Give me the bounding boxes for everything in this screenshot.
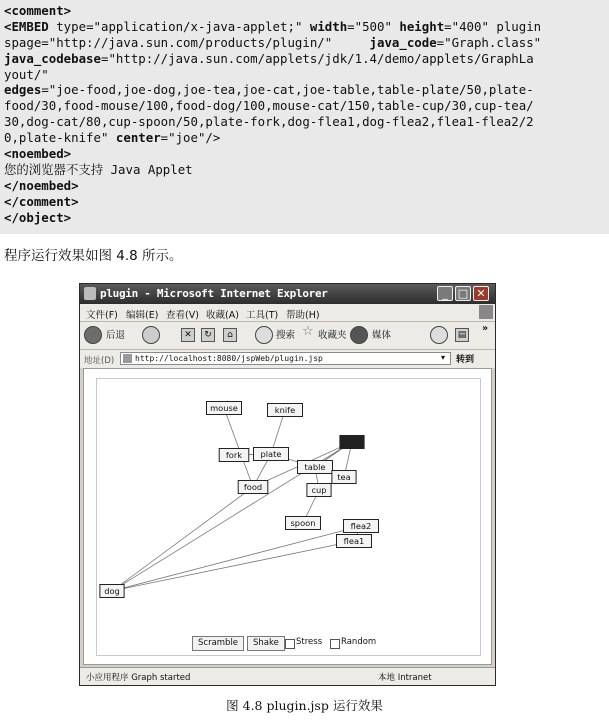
back-button[interactable]: 后退 xyxy=(106,330,126,341)
page-content xyxy=(83,368,492,665)
close-button[interactable]: ✕ xyxy=(473,286,489,301)
code-segment: <EMBED xyxy=(4,18,49,34)
graph-node-label: table xyxy=(304,462,326,472)
graph-edge xyxy=(112,526,361,591)
code-segment: type="application/x-java-applet;" xyxy=(48,18,310,34)
graph-node-knife[interactable] xyxy=(268,404,303,417)
graph-node-label: joe xyxy=(345,437,359,447)
code-line xyxy=(4,67,605,83)
graph-node-dog[interactable] xyxy=(100,585,124,598)
stress-checkbox[interactable] xyxy=(285,639,295,649)
chevron-down-icon[interactable]: ▾ xyxy=(441,353,446,362)
graph-node-label: spoon xyxy=(290,518,316,528)
graph-node-label: knife xyxy=(274,405,296,415)
graph-node-label: tea xyxy=(337,472,351,482)
graph-edge xyxy=(112,487,253,591)
code-segment: ="http://java.sun.com/applets/jdk/1.4/demo/applets/GraphLa xyxy=(100,50,534,66)
code-line xyxy=(4,3,605,19)
code-segment: java_codebase xyxy=(4,50,101,66)
menu-help[interactable]: 帮助(H) xyxy=(286,310,320,321)
go-button[interactable]: 转到 xyxy=(456,355,475,365)
figure-caption: 图 4.8 plugin.jsp 运行效果 xyxy=(226,698,383,713)
back-arrow-icon[interactable] xyxy=(84,326,102,344)
print-icon[interactable]: ▤ xyxy=(455,328,469,342)
random-label: Random xyxy=(341,637,377,647)
status-bar xyxy=(80,667,495,685)
title-bar xyxy=(80,284,495,304)
graph-node-food[interactable] xyxy=(238,481,268,494)
mail-icon[interactable] xyxy=(430,326,448,344)
code-segment: </noembed> xyxy=(4,177,79,193)
graph-node-joe[interactable] xyxy=(340,436,364,449)
graph-node-label: mouse xyxy=(210,403,238,413)
graph-node-label: dog xyxy=(104,586,120,596)
menu-tools[interactable]: 工具(T) xyxy=(246,310,279,321)
random-checkbox[interactable] xyxy=(330,639,340,649)
code-segment: </object> xyxy=(4,209,72,225)
maximize-button[interactable]: □ xyxy=(455,286,471,301)
graph-node-flea1[interactable] xyxy=(337,535,372,548)
shake-button[interactable]: Shake xyxy=(247,636,285,651)
code-segment: ="joe-food,joe-dog,joe-tea,joe-cat,joe-table,table-plate/50,plate- xyxy=(41,82,534,98)
code-segment: ="Graph.class" xyxy=(436,34,542,50)
menu-view[interactable]: 查看(V) xyxy=(166,310,199,321)
code-line xyxy=(4,194,605,210)
graph-node-tea[interactable] xyxy=(332,471,356,484)
address-input[interactable]: http://localhost:8080/jspWeb/plugin.jsp xyxy=(120,352,451,365)
code-segment: ="500" xyxy=(347,18,400,34)
graph-node-spoon[interactable] xyxy=(286,517,321,530)
graph-node-table[interactable] xyxy=(298,461,333,474)
graph-applet[interactable] xyxy=(96,378,481,656)
status-text: 小应用程序 Graph started xyxy=(86,673,191,683)
graph-node-flea2[interactable] xyxy=(344,520,379,533)
code-segment: spage="http://java.sun.com/products/plugin/" xyxy=(4,34,370,50)
refresh-icon[interactable]: ↻ xyxy=(201,328,215,342)
graph-canvas[interactable] xyxy=(97,379,480,631)
forward-arrow-icon[interactable] xyxy=(142,326,160,344)
page-icon xyxy=(123,354,132,363)
applet-controls xyxy=(97,636,480,654)
search-button[interactable]: 搜索 xyxy=(276,330,296,341)
graph-node-label: cup xyxy=(311,485,327,495)
code-line xyxy=(4,114,605,130)
code-line xyxy=(4,162,605,178)
code-line xyxy=(4,51,605,67)
graph-node-label: flea1 xyxy=(343,536,365,546)
code-segment: food/30,food-mouse/100,food-dog/100,mouse-cat/150,table-cup/30,cup-tea/ xyxy=(4,98,534,114)
graph-node-label: plate xyxy=(260,449,282,459)
favorites-button[interactable]: 收藏夹 xyxy=(318,330,347,341)
stress-label: Stress xyxy=(296,637,323,647)
code-segment: ="joe"/> xyxy=(160,130,221,146)
code-line xyxy=(4,98,605,114)
code-segment: 0,plate-knife" xyxy=(4,130,116,146)
code-segment: center xyxy=(115,130,161,146)
menu-bar xyxy=(80,304,495,321)
address-bar xyxy=(80,349,495,368)
graph-node-fork[interactable] xyxy=(219,449,249,462)
star-icon[interactable]: ☆ xyxy=(302,324,314,339)
menu-favorites[interactable]: 收藏(A) xyxy=(206,310,239,321)
code-line xyxy=(4,130,605,146)
code-line xyxy=(4,178,605,194)
media-icon[interactable] xyxy=(350,326,368,344)
menu-edit[interactable]: 编辑(E) xyxy=(126,310,159,321)
ie-icon xyxy=(84,287,96,300)
home-icon[interactable]: ⌂ xyxy=(223,328,237,342)
graph-edge xyxy=(112,541,354,591)
code-segment: </comment> xyxy=(4,193,79,209)
stop-icon[interactable]: ✕ xyxy=(181,328,195,342)
graph-edge xyxy=(224,408,253,487)
graph-node-plate[interactable] xyxy=(254,448,289,461)
graph-node-label: flea2 xyxy=(350,521,372,531)
media-button[interactable]: 媒体 xyxy=(372,330,392,341)
code-line xyxy=(4,146,605,162)
code-segment: ="400" plugin xyxy=(444,18,542,34)
graph-node-cup[interactable] xyxy=(307,484,331,497)
graph-node-mouse[interactable] xyxy=(207,402,242,415)
browser-window xyxy=(79,283,496,686)
graph-node-label: food xyxy=(243,482,263,492)
code-segment: width xyxy=(309,18,348,34)
code-line xyxy=(4,35,605,51)
code-segment: yout/" xyxy=(4,66,49,82)
search-icon[interactable] xyxy=(255,326,273,344)
code-line xyxy=(4,82,605,98)
window-title: plugin - Microsoft Internet Explorer xyxy=(100,287,328,300)
code-segment: <noembed> xyxy=(4,146,72,162)
code-segment: java_code xyxy=(369,34,437,50)
menu-file[interactable]: 文件(F) xyxy=(86,310,118,321)
windows-flag-icon xyxy=(479,305,493,319)
zone-text: 本地 Intranet xyxy=(378,673,432,683)
code-line xyxy=(4,19,605,35)
intro-text: 程序运行效果如图 4.8 所示。 xyxy=(4,248,183,264)
code-segment: 30,dog-cat/80,cup-spoon/50,plate-fork,dog-flea1,dog-flea2,flea1-flea2/2 xyxy=(4,114,534,130)
toolbar xyxy=(80,321,495,350)
code-line xyxy=(4,210,605,226)
minimize-button[interactable]: _ xyxy=(437,286,453,301)
code-segment: <comment> xyxy=(4,3,72,18)
address-label: 地址(D) xyxy=(84,356,115,366)
scramble-button[interactable]: Scramble xyxy=(192,636,244,651)
graph-node-label: fork xyxy=(225,450,243,460)
chevron-right-icon[interactable]: » xyxy=(482,323,489,334)
code-segment: 您的浏览器不支持 Java Applet xyxy=(4,161,193,177)
code-segment: edges xyxy=(4,82,42,98)
code-listing xyxy=(0,0,609,234)
code-segment: height xyxy=(399,18,445,34)
